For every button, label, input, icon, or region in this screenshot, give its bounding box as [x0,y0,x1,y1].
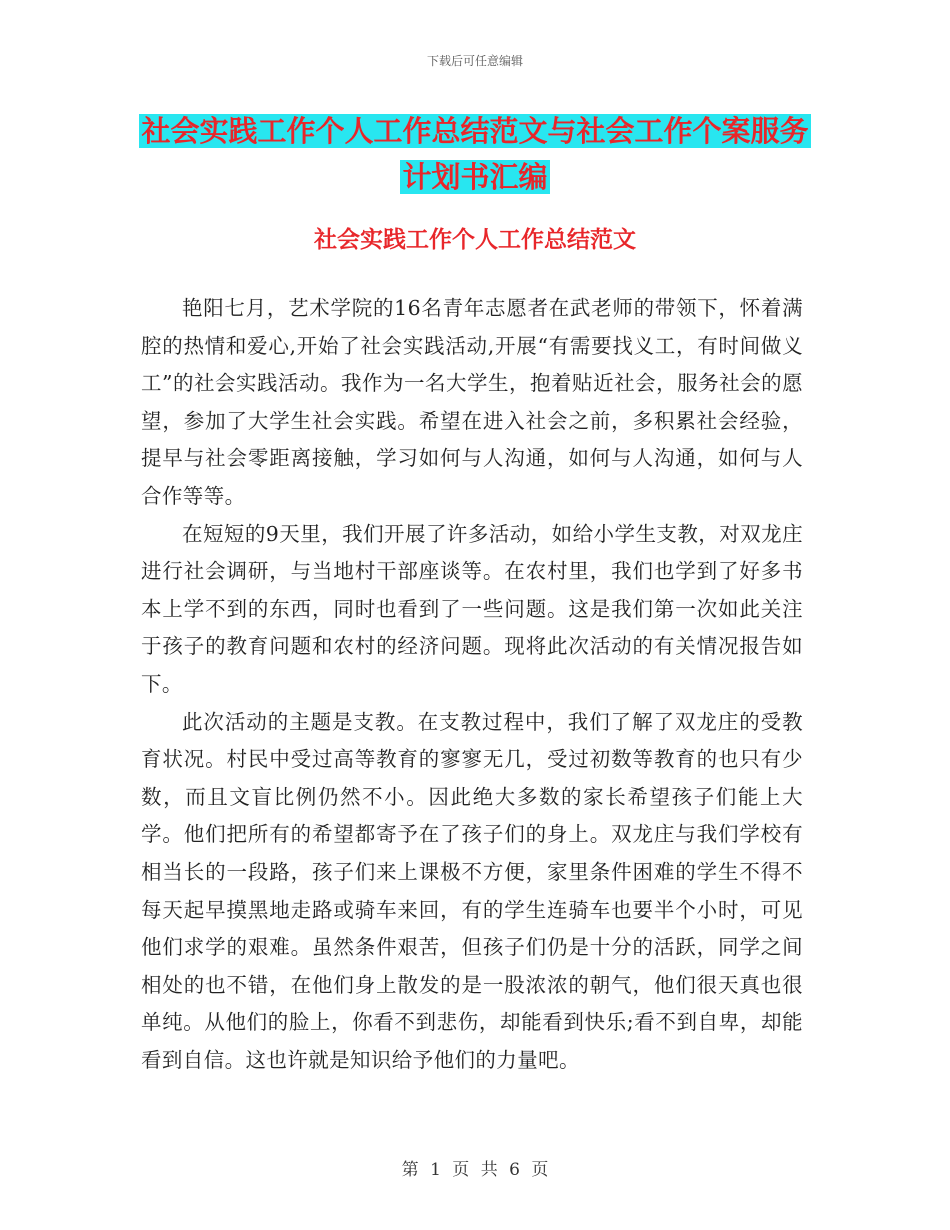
body-paragraph-2: 在短短的9天里，我们开展了许多活动，如给小学生支教，对双龙庄进行社会调研，与当地村干部座谈等。在农村里，我们也学到了好多书本上学不到的东西，同时也看到了一些问题。这是我们第一次如此关注于孩子的教育问题和农村的经济问题。现将此次活动的有关情况报告如下。 [141,521,803,696]
document-title-line-1: 社会实践工作个人工作总结范文与社会工作个案服务 [141,114,809,148]
page-header-note: 下载后可任意编辑 [426,54,523,68]
document-title [120,108,830,200]
section-title: 社会实践工作个人工作总结范文 [314,226,636,253]
document-body [141,290,803,1079]
body-paragraph-3: 此次活动的主题是支教。在支教过程中，我们了解了双龙庄的受教育状况。村民中受过高等教育的寥寥无几，受过初数等教育的也只有少数，而且文盲比例仍然不小。因此绝大多数的家长希望孩子们能上大学。他们把所有的希望都寄予在了孩子们的身上。双龙庄与我们学校有相当长的一段路，孩子们来上课极不方便，家里条件困难的学生不得不每天起早摸黑地走路或骑车来回，有的学生连骑车也要半个小时，可见他们求学的艰难。虽然条件艰苦，但孩子们仍是十分的活跃，同学之间相处的也不错，在他们身上散发的是一股浓浓的朝气，他们很天真也很单纯。从他们的脸上，你看不到悲伤，却能看到快乐;看不到自卑，却能看到自信。这也许就是知识给予他们的力量吧。 [141,709,803,1072]
page-footer-number: 第 1 页 共 6 页 [401,1160,549,1180]
document-title-line-2: 计划书汇编 [402,160,548,194]
body-paragraph-1: 艳阳七月，艺术学院的16名青年志愿者在武老师的带领下，怀着满腔的热情和爱心,开始了社会实践活动,开展“有需要找义工，有时间做义工”的社会实践活动。我作为一名大学生，抱着贴近社会，服务社会的愿望，参加了大学生社会实践。希望在进入社会之前，多积累社会经验，提早与社会零距离接触，学习如何与人沟通，如何与人沟通，如何与人合作等等。 [141,296,803,508]
